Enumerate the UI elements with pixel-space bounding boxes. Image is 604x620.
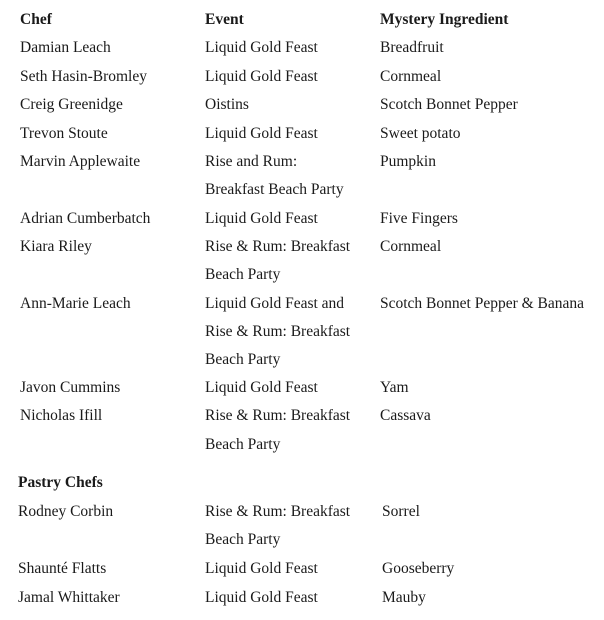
chef-ingredient: Pumpkin [380,153,436,170]
header-chef: Chef [20,11,52,28]
header-mystery-ingredient: Mystery Ingredient [380,11,509,28]
chef-event-line: Liquid Gold Feast [205,379,318,396]
pastry-chef-event-line: Liquid Gold Feast [205,560,318,577]
chef-event-line: Oistins [205,96,249,113]
chef-ingredient: Cornmeal [380,238,442,255]
pastry-chef-name: Rodney Corbin [18,503,114,520]
chef-ingredient: Yam [380,379,409,396]
chef-name: Damian Leach [20,39,111,56]
chef-ingredient: Sweet potato [380,125,461,142]
chef-ingredient: Five Fingers [380,210,458,227]
chef-event-line: Liquid Gold Feast [205,39,318,56]
chef-event-line: Rise & Rum: Breakfast [205,238,351,255]
chef-ingredient: Breadfruit [380,39,444,56]
chef-name: Kiara Riley [20,238,92,255]
chef-name: Nicholas Ifill [20,407,103,424]
pastry-chefs-heading: Pastry Chefs [18,474,103,491]
chef-event-line: Liquid Gold Feast [205,210,318,227]
chef-event-line: Rise & Rum: Breakfast [205,407,351,424]
pastry-chef-name: Jamal Whittaker [18,589,120,606]
chef-event-line: Rise and Rum: [205,153,298,170]
pastry-chef-event-line: Beach Party [205,531,281,548]
chef-name: Creig Greenidge [20,96,123,113]
chef-name: Javon Cummins [20,379,121,396]
chef-event-line: Beach Party [205,436,281,453]
header-event: Event [205,11,244,28]
chef-name: Marvin Applewaite [20,153,141,170]
pastry-chef-ingredient: Sorrel [382,503,420,520]
pastry-chef-ingredient: Gooseberry [382,560,455,577]
chef-event-line: Liquid Gold Feast and [205,295,345,312]
chef-name: Ann-Marie Leach [20,295,131,312]
chef-event-line: Breakfast Beach Party [205,181,344,198]
chef-event-line: Liquid Gold Feast [205,68,318,85]
chef-name: Adrian Cumberbatch [20,210,151,227]
chef-ingredient: Cassava [380,407,431,424]
chef-event-line: Rise & Rum: Breakfast [205,323,351,340]
chef-event-line: Beach Party [205,351,281,368]
chef-event-line: Liquid Gold Feast [205,125,318,142]
chef-name: Seth Hasin-Bromley [20,68,147,85]
pastry-chef-ingredient: Mauby [382,589,426,606]
chef-ingredient: Scotch Bonnet Pepper [380,96,518,113]
pastry-chef-name: Shaunté Flatts [18,560,107,577]
chef-name: Trevon Stoute [20,125,108,142]
chef-ingredient: Cornmeal [380,68,442,85]
pastry-chef-event-line: Rise & Rum: Breakfast [205,503,351,520]
chef-ingredient: Scotch Bonnet Pepper & Banana [380,295,585,312]
chef-event-line: Beach Party [205,266,281,283]
pastry-chef-event-line: Liquid Gold Feast [205,589,318,606]
